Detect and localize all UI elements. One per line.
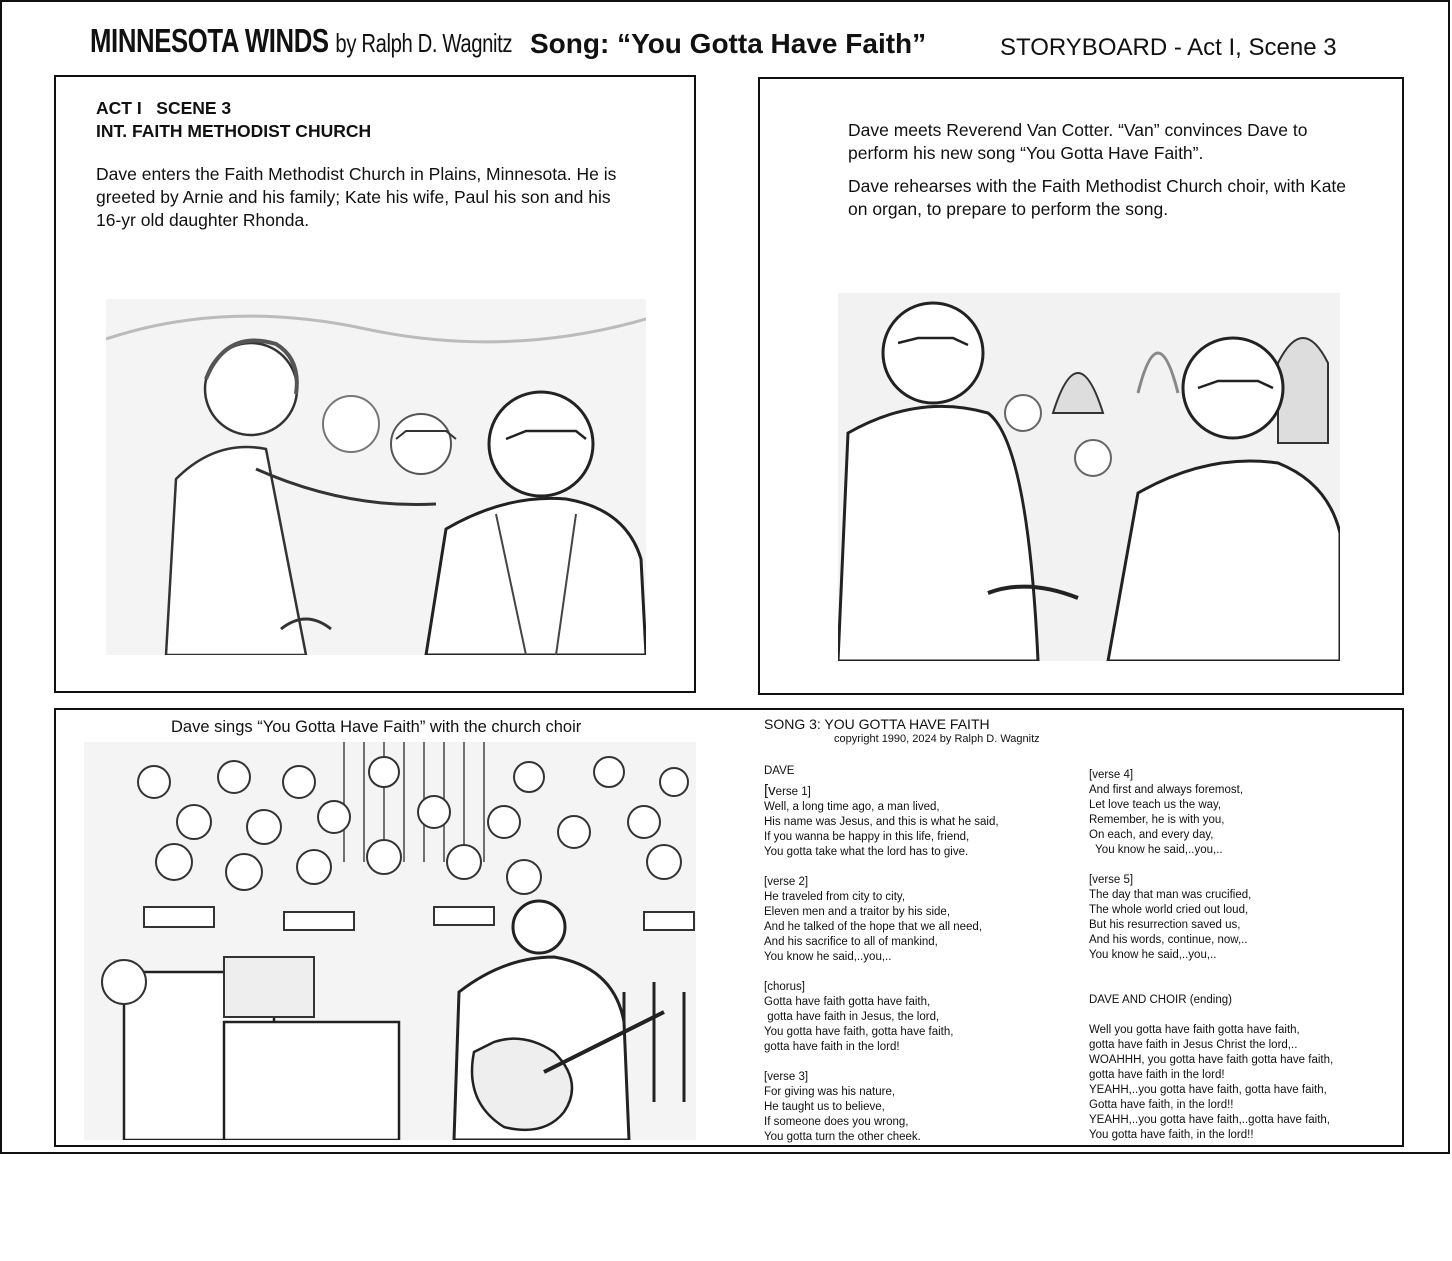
verse-4 [1089, 768, 1389, 858]
lyrics-title: SONG 3: YOU GOTTA HAVE FAITH [764, 716, 990, 732]
lyric-line: Eleven men and a traitor by his side, [764, 906, 951, 918]
lyric-line: You know he said,..you,.. [764, 951, 892, 963]
lyric-line: And first and always foremost, [1089, 784, 1244, 796]
title-text: MINNESOTA WINDS [90, 22, 329, 59]
scene-description: Dave enters the Faith Methodist Church in Plains, Minnesota. He is greeted by Arnie and his family; Kate his wife, Paul his son and his 16-yr old daughter Rhonda. [96, 164, 617, 230]
panel-meet-reverend [758, 77, 1404, 695]
verse-5 [1089, 873, 1389, 963]
choir-sketch-image [84, 742, 696, 1140]
lyric-line: And his words, continue, now,.. [1089, 934, 1248, 946]
chorus-label: [chorus] [764, 981, 805, 993]
scene-heading [96, 97, 371, 143]
lyric-line: And his sacrifice to all of mankind, [764, 936, 938, 948]
lyric-line: But his resurrection saved us, [1089, 919, 1241, 931]
ending [1089, 993, 1389, 1143]
lyric-line: On each, and every day, [1089, 829, 1214, 841]
reverend-description [848, 119, 1368, 231]
lyric-line: You gotta have faith, gotta have faith, [764, 1026, 954, 1038]
lyric-line: You gotta turn the other cheek. [764, 1131, 921, 1143]
lyric-line: You gotta take what the lord has to give. [764, 846, 969, 858]
lyric-line: He taught us to believe, [764, 1101, 885, 1113]
verse-3 [764, 1070, 1084, 1145]
lyric-line: The whole world cried out loud, [1089, 904, 1249, 916]
lyric-line: Let love teach us the way, [1089, 799, 1222, 811]
verse-2 [764, 875, 1084, 965]
panel-scene-intro [54, 75, 696, 693]
lyric-line: Gotta have faith, in the lord!! [1089, 1099, 1234, 1111]
lyric-line: The day that man was crucified, [1089, 889, 1252, 901]
lyric-line: Well you gotta have faith gotta have faith, [1089, 1024, 1300, 1036]
singer-label: DAVE [764, 765, 795, 777]
lyric-line: If you wanna be happy in this life, friend, [764, 831, 970, 843]
lyrics-column-right [1089, 768, 1389, 1158]
lyric-line: Gotta have faith gotta have faith, [764, 996, 931, 1008]
lyric-line: YEAHH,..you gotta have faith,..gotta have faith, [1089, 1114, 1331, 1126]
lyric-line: If someone does you wrong, [764, 1116, 909, 1128]
panel-performance [54, 708, 1404, 1147]
verse-label: [verse 2] [764, 876, 809, 888]
byline: by Ralph D. Wagnitz [335, 28, 513, 58]
greeting-sketch-image [106, 299, 646, 655]
singer-block [764, 764, 1084, 779]
lyric-line: You know he said,..you,.. [1089, 844, 1223, 856]
lyric-line: gotta have faith in Jesus Christ the lord,.. [1089, 1039, 1298, 1051]
lyric-line: WOAHHH, you gotta have faith gotta have faith, [1089, 1054, 1334, 1066]
lyric-line: His name was Jesus, and this is what he said, [764, 816, 999, 828]
ending-label: DAVE AND CHOIR (ending) [1089, 994, 1232, 1006]
handshake-sketch-image [838, 293, 1340, 661]
reverend-paragraph-2: Dave rehearses with the Faith Methodist Church choir, with Kate on organ, to prepare to perform the song. [848, 176, 1347, 219]
scene-heading-location: INT. FAITH METHODIST CHURCH [96, 121, 372, 141]
lyrics-column-left [764, 764, 1084, 1160]
storyboard-label: STORYBOARD - Act I, Scene 3 [1000, 34, 1337, 61]
lyric-line: You know he said,..you,.. [1089, 949, 1217, 961]
lyric-line: gotta have faith in Jesus, the lord, [764, 1011, 940, 1023]
verse-label: [verse 5] [1089, 874, 1134, 886]
lyric-line: Well, a long time ago, a man lived, [764, 801, 940, 813]
performance-caption: Dave sings “You Gotta Have Faith” with the church choir [171, 718, 582, 736]
lyric-line: And he talked of the hope that we all need, [764, 921, 983, 933]
lyric-line: He traveled from city to city, [764, 891, 906, 903]
lyric-line: For giving was his nature, [764, 1086, 896, 1098]
lyric-line: You gotta have faith, in the lord!! [1089, 1129, 1254, 1141]
verse-label: [verse 3] [764, 1071, 809, 1083]
lyric-line: Remember, he is with you, [1089, 814, 1225, 826]
verse-1 [764, 783, 1084, 860]
lyrics-copyright: copyright 1990, 2024 by Ralph D. Wagnitz [834, 733, 1040, 745]
verse-label: [verse 4] [1089, 769, 1134, 781]
lyric-line: YEAHH,..you gotta have faith, gotta have faith, [1089, 1084, 1327, 1096]
song-title: Song: “You Gotta Have Faith” [530, 28, 927, 59]
chorus [764, 980, 1084, 1055]
verse-label: [verse 1] [764, 782, 811, 799]
lyric-line: gotta have faith in the lord! [1089, 1069, 1225, 1081]
reverend-paragraph-1: Dave meets Reverend Van Cotter. “Van” convinces Dave to perform his new song “You Gotta Have Faith”. [848, 120, 1308, 163]
scene-heading-act: ACT I SCENE 3 [96, 98, 232, 118]
production-title [90, 22, 512, 60]
lyric-line: gotta have faith in the lord! [764, 1041, 900, 1053]
